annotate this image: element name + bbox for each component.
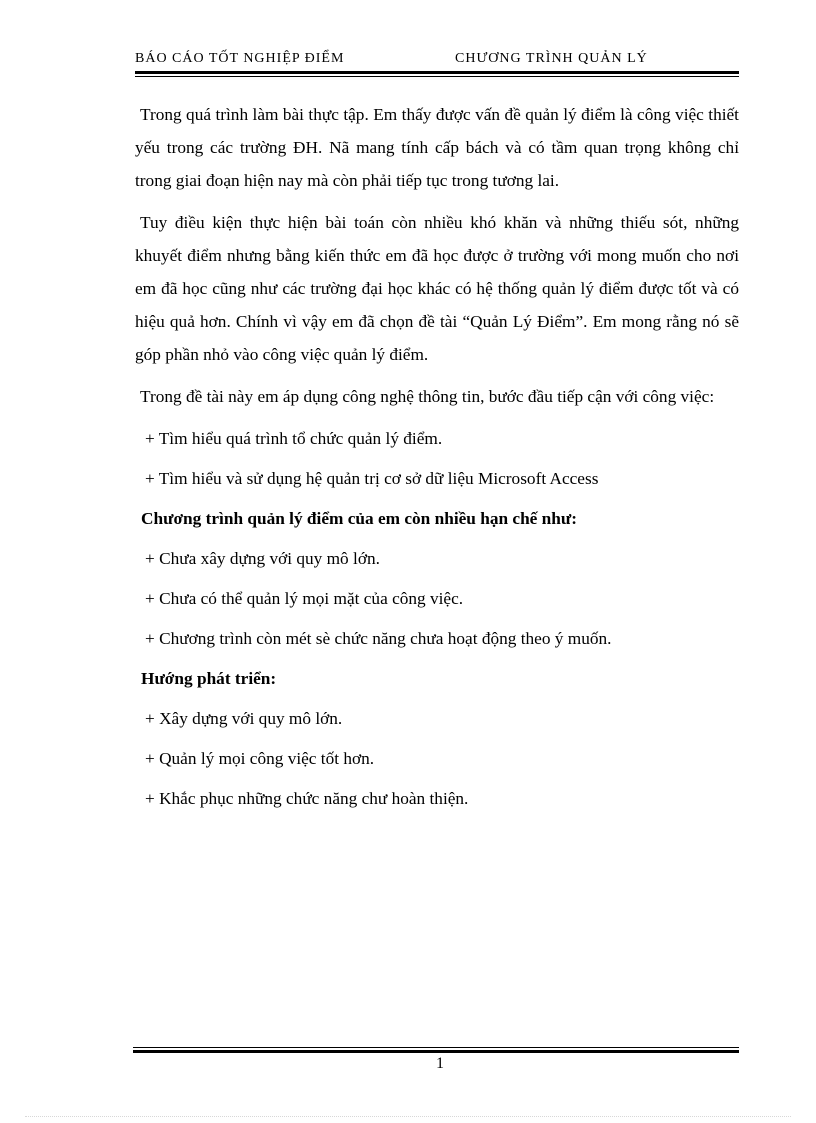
paragraph-intro: Trong quá trình làm bài thực tập. Em thấy được vấn đề quản lý điểm là công việc thiết yếu trong các trường ĐH. Nã mang tính cấp bách và có tầm quan trọng không chỉ trong giai đoạn hiện nay mà còn phải tiếp tục trong tương lai. [135,105,739,190]
approach-item: + Tìm hiểu quá trình tổ chức quản lý điểm. [145,429,443,448]
footer-rule-thick [133,1050,739,1053]
header-left-title: BÁO CÁO TỐT NGHIỆP ĐIỂM [135,51,345,66]
limitation-item: + Chưa xây dựng với quy mô lớn. [145,549,380,568]
limitation-item: + Chưa có thể quản lý mọi mặt của công việc. [145,589,464,608]
page-edge [25,1116,791,1117]
development-item: + Xây dựng với quy mô lớn. [145,709,343,728]
page-number: 1 [436,1055,444,1072]
header-rule-thick [135,71,739,74]
paragraph-approach: Trong đề tài này em áp dụng công nghệ thông tin, bước đầu tiếp cận với công việc: [140,387,715,406]
header-rule-thin [135,76,739,77]
approach-item: + Tìm hiểu và sử dụng hệ quản trị cơ sở dữ liệu Microsoft Access [145,469,599,488]
page-header [135,50,739,84]
development-item: + Quản lý mọi công việc tốt hơn. [145,749,375,768]
development-item: + Khắc phục những chức năng chư hoàn thiện. [145,789,469,808]
limitations-heading: Chương trình quản lý điểm của em còn nhiều hạn chế như: [141,509,578,528]
footer-rule-thin [133,1047,739,1048]
paragraph-motivation: Tuy điều kiện thực hiện bài toán còn nhiều khó khăn và những thiếu sót, những khuyết điểm nhưng bằng kiến thức em đã học được ở trường với mong muốn cho nơi em đã học cũng như các trường đại học khác có hệ thống quản lý điểm được tốt và có hiệu quả hơn. Chính vì vậy em đã chọn đề tài “Quản Lý Điểm”. Em mong rằng nó sẽ góp phần nhỏ vào công việc quản lý điểm. [135,213,739,364]
header-right-title: CHƯƠNG TRÌNH QUẢN LÝ [455,51,648,66]
document-body [135,98,739,822]
limitation-item: + Chương trình còn mét sè chức năng chưa hoạt động theo ý muốn. [145,629,612,648]
development-heading: Hướng phát triển: [141,669,277,688]
